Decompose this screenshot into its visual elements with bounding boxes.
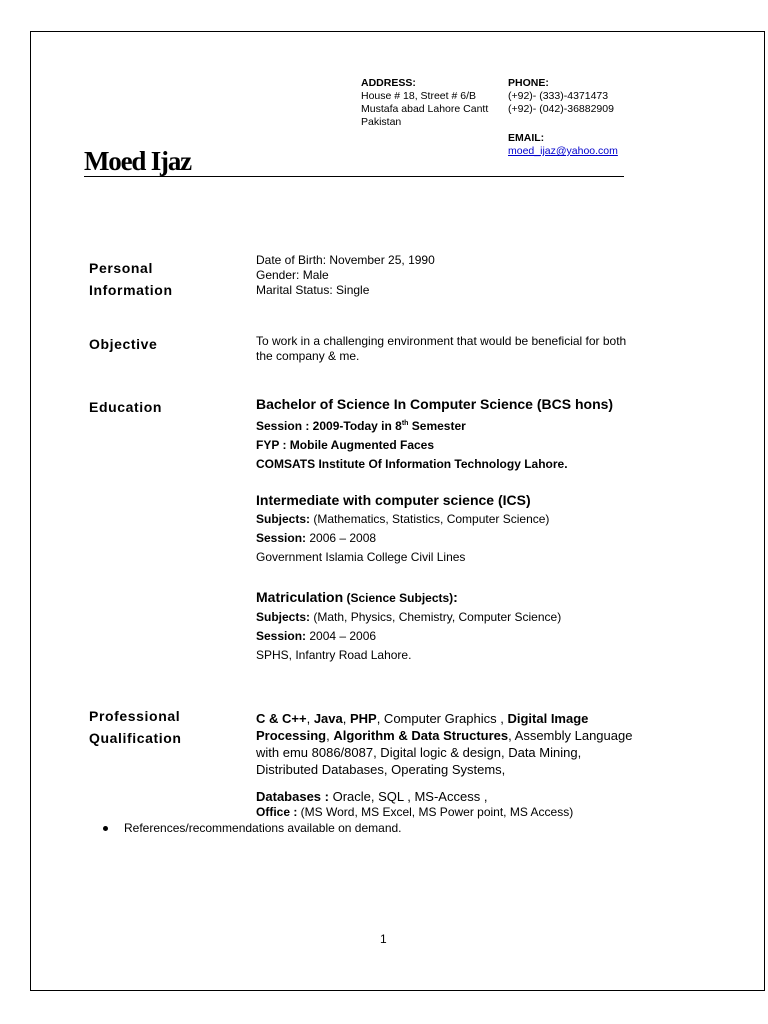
matric-subjects-label: Subjects: [256,610,311,624]
ics-degree: Intermediate with computer science (ICS) [256,492,531,508]
bcs-session [256,414,613,436]
objective-line: To work in a challenging environment that would be beneficial for both [256,334,627,348]
phone-line: (+92)- (333)-4371473 [508,90,609,102]
matric-degree-text: Matriculation [256,589,344,605]
skill-sep: , Assembly Language [508,728,633,743]
bcs-session-text: Session : 2009-Today in 8 [256,419,402,433]
skill-sep: , [326,728,334,743]
objective-text [256,334,666,364]
section-title-line: Professional [89,708,181,724]
skill-bold: C & C++ [256,711,307,726]
skill-sep: , [306,711,314,726]
bcs-session-sup: th [401,420,409,427]
bcs-institute: COMSATS Institute Of Information Technology Lahore. [256,457,568,471]
phone-line: (+92)- (042)-36882909 [508,103,614,115]
objective-title: Objective [89,336,158,352]
education-ics [256,490,549,567]
databases-label: Databases : [256,789,329,804]
email-link[interactable]: moed_ijaz@yahoo.com [508,145,618,157]
skills-line [256,710,632,727]
bullet-icon [103,826,108,831]
marital-line: Marital Status: Single [256,283,370,297]
candidate-name: Moed Ijaz [84,146,624,177]
matric-subjects [256,608,561,627]
skill-bold: Algorithm & Data Structures [333,728,509,743]
office-line [256,805,632,820]
ics-subjects-label: Subjects: [256,512,311,526]
matric-degree [256,587,561,608]
bcs-fyp: FYP : Mobile Augmented Faces [256,438,435,452]
bcs-session-suffix: Semester [408,419,466,433]
education-bcs [256,394,613,474]
education-matric [256,587,561,665]
references-text: References/recommendations available on demand. [124,821,402,835]
objective-line: the company & me. [256,349,360,363]
professional-skills [256,710,632,820]
ics-subjects [256,510,549,529]
matric-institute: SPHS, Infantry Road Lahore. [256,648,412,662]
matric-subjects-text: (Math, Physics, Chemistry, Computer Science) [310,610,562,624]
bcs-degree: Bachelor of Science In Computer Science (BCS hons) [256,396,614,412]
address-block [361,77,488,129]
ics-session-text: 2006 – 2008 [306,531,377,545]
dob-line: Date of Birth: November 25, 1990 [256,253,435,267]
skills-line: with emu 8086/8087, Digital logic & design, Data Mining, [256,745,582,760]
address-line: Mustafa abad Lahore Cantt [361,103,489,115]
address-heading: ADDRESS: [361,77,416,89]
ics-subjects-text: (Mathematics, Statistics, Computer Science) [310,512,550,526]
databases-text: Oracle, SQL , MS-Access , [328,789,488,804]
skills-line [256,727,632,744]
skill-sep: , Computer Graphics , [376,711,508,726]
phone-block [508,77,614,116]
ics-session-label: Session: [256,531,307,545]
skill-bold: Digital Image [507,711,589,726]
matric-session [256,627,561,646]
office-text: (MS Word, MS Excel, MS Power point, MS Access) [297,805,574,819]
references-item [103,821,402,835]
gender-line: Gender: Male [256,268,329,282]
address-line: Pakistan [361,116,402,128]
personal-info-details [256,253,435,298]
address-line: House # 18, Street # 6/B [361,90,476,102]
ics-session [256,529,549,548]
office-label: Office : [256,805,298,819]
personal-info-title [89,257,173,301]
phone-heading: PHONE: [508,77,549,89]
matric-degree-colon: : [453,589,458,605]
spacer [256,778,632,788]
skill-sep: , [342,711,350,726]
section-title-line: Personal [89,260,153,276]
professional-title [89,705,182,749]
skill-bold: Processing [256,728,327,743]
section-title-line: Information [89,282,173,298]
databases-line [256,788,632,805]
section-title-line: Qualification [89,730,182,746]
matric-session-label: Session: [256,629,307,643]
ics-institute: Government Islamia College Civil Lines [256,550,466,564]
skills-line: Distributed Databases, Operating Systems, [256,762,506,777]
education-title: Education [89,399,163,415]
matric-session-text: 2004 – 2006 [306,629,377,643]
skill-bold: Java [313,711,343,726]
email-heading: EMAIL: [508,132,545,144]
skill-bold: PHP [349,711,377,726]
page-number: 1 [380,932,387,946]
matric-degree-note: (Science Subjects) [343,591,454,605]
